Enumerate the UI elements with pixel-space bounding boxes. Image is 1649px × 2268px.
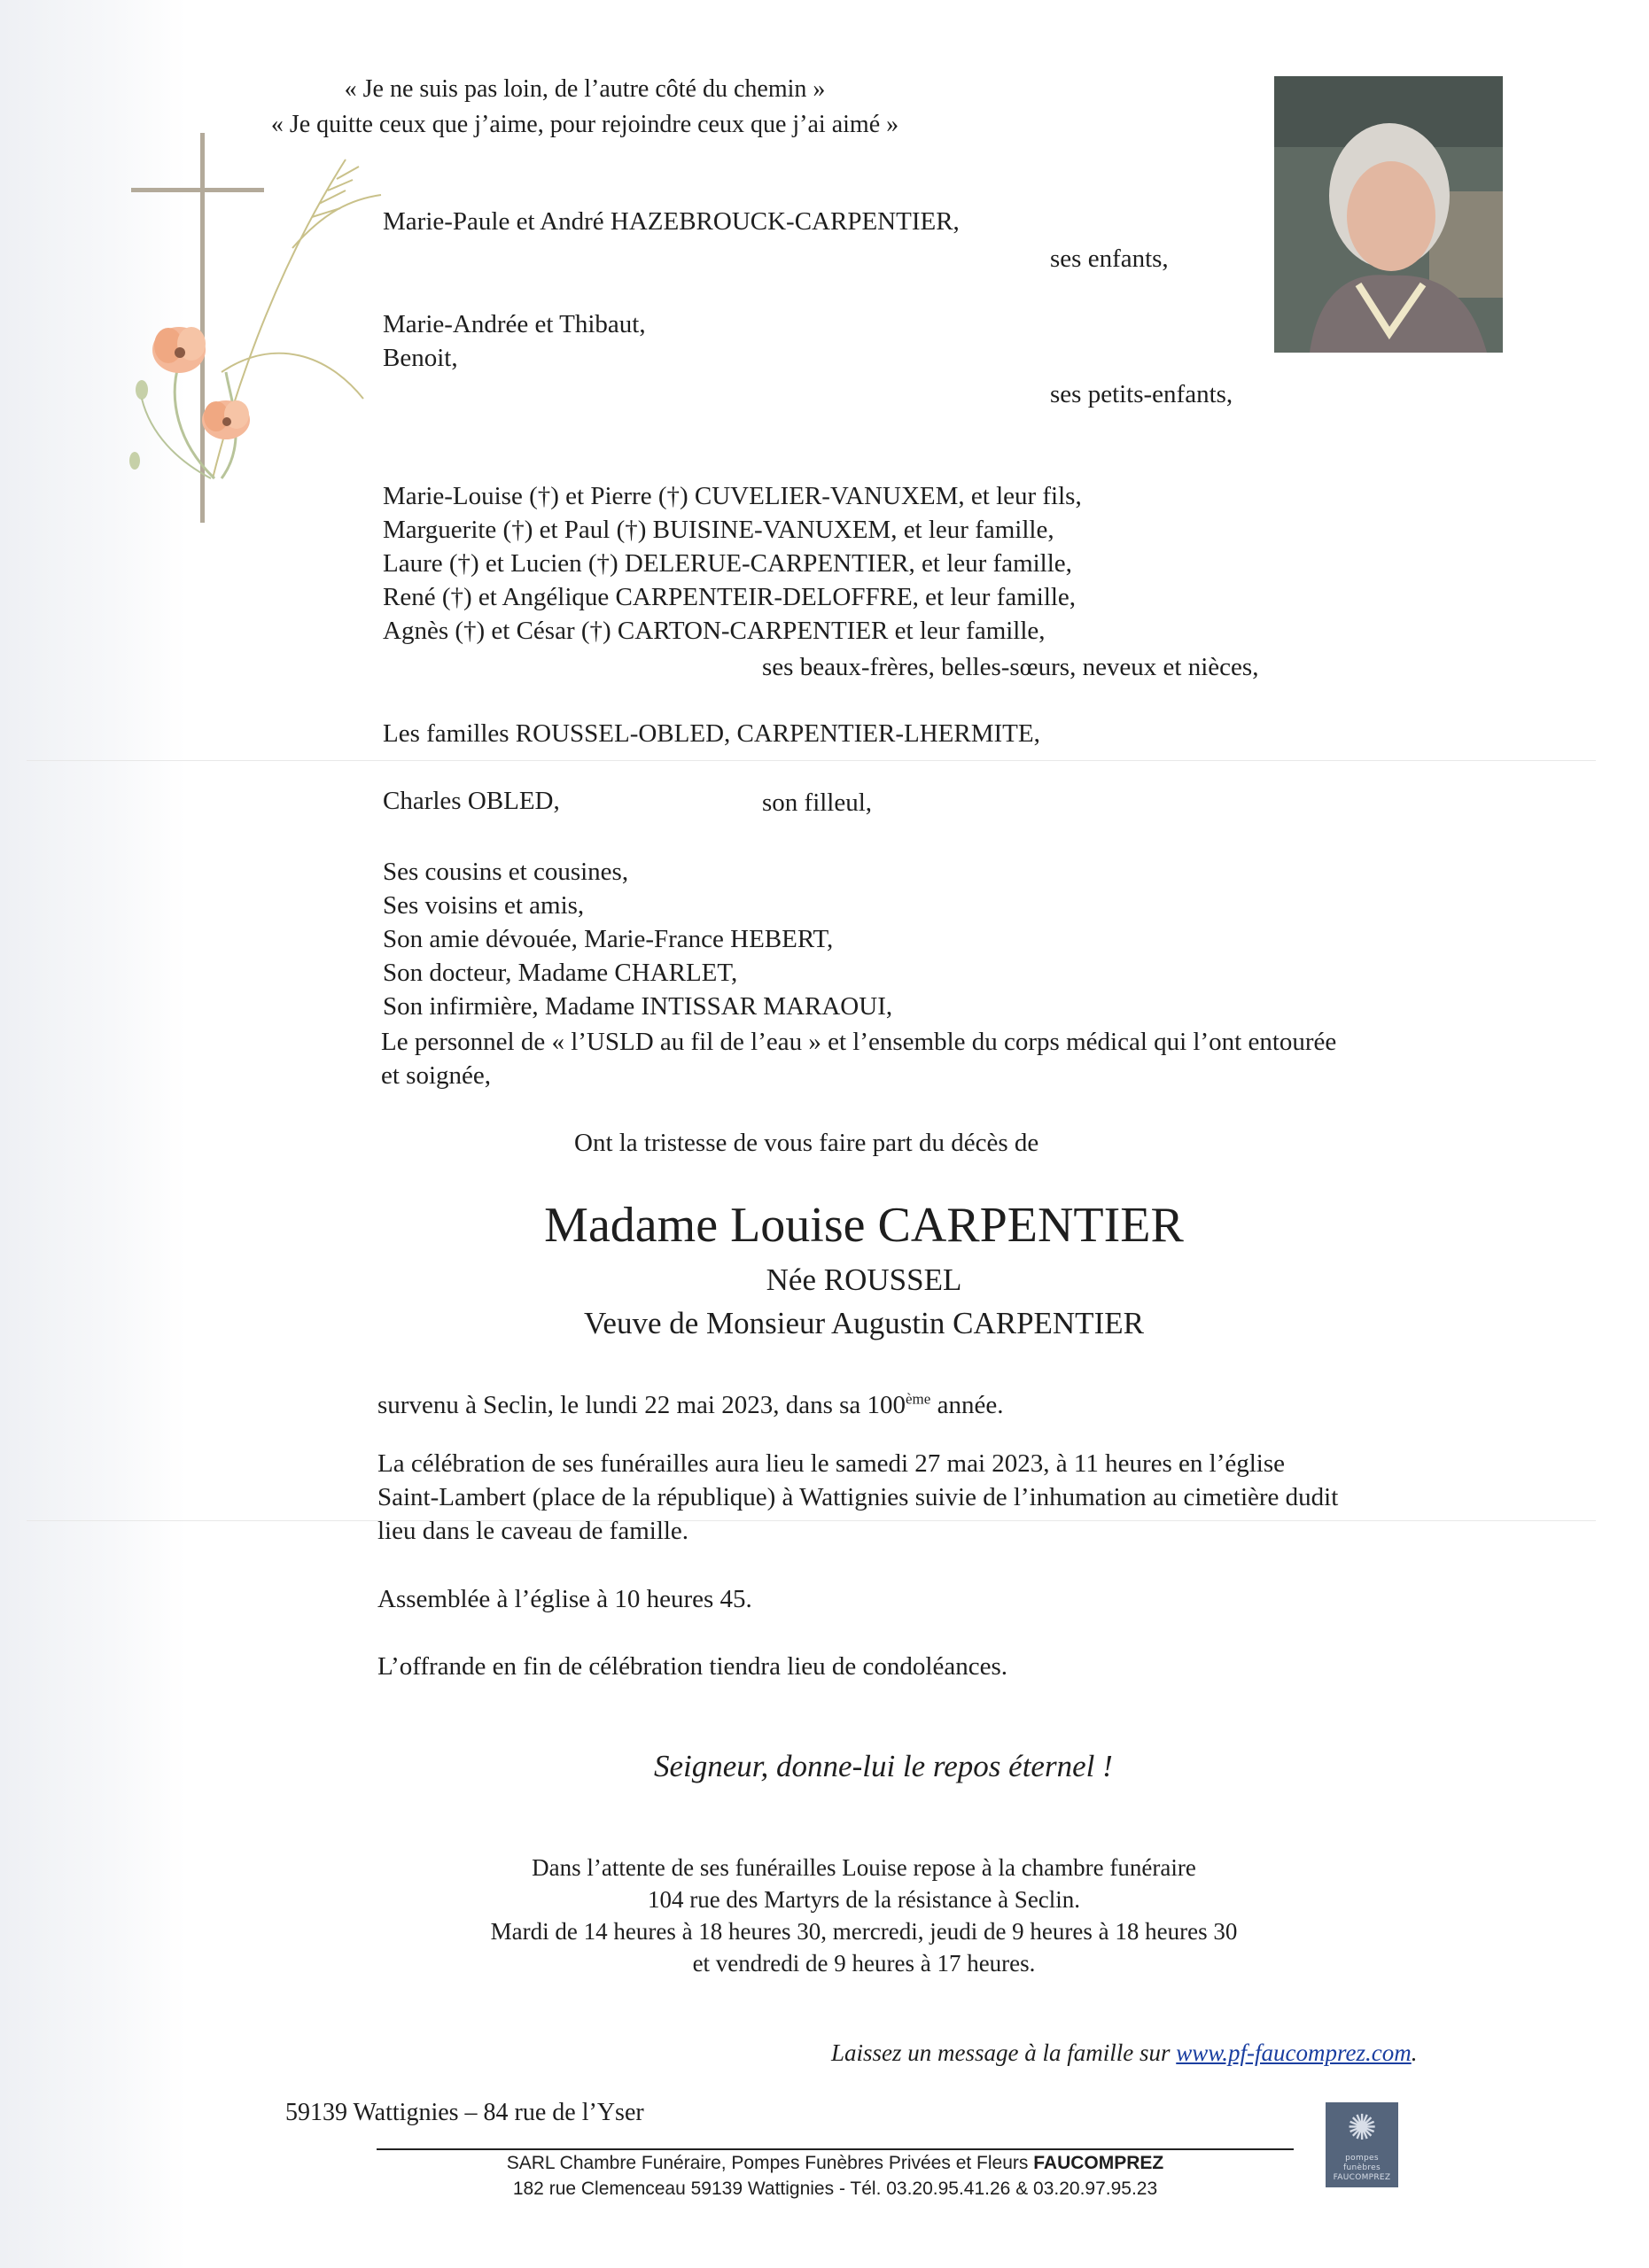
poppy-icon [129,327,250,478]
children-names: Marie-Paule et André HAZEBROUCK-CARPENTIER, [383,207,960,236]
mourner-line: Ses voisins et amis, [383,891,585,920]
quote-line: « Je quitte ceux que j’aime, pour rejoindre ceux que j’ai aimé » [270,111,899,138]
in-law-line: Marguerite (†) et Paul (†) BUISINE-VANUXEM, et leur famille, [383,516,1054,544]
portrait-photo [1274,76,1503,353]
death-details: survenu à Seclin, le lundi 22 mai 2023, dans sa 100ème année. [377,1390,1004,1419]
message-line: Laissez un message à la famille sur www.pf-faucomprez.com. [831,2039,1418,2066]
mourner-line: Son docteur, Madame CHARLET, [383,959,738,987]
mourner-line: Son infirmière, Madame INTISSAR MARAOUI, [383,992,893,1021]
flower-icon: ✺ [1347,2108,1377,2148]
grandchildren-role: ses petits-enfants, [1050,380,1233,408]
deceased-name: Madame Louise CARPENTIER [544,1198,1184,1253]
resting-line: Mardi de 14 heures à 18 heures 30, mercredi, jeudi de 9 heures à 18 heures 30 [490,1918,1238,1945]
mourner-line: Le personnel de « l’USLD au fil de l’eau » et l’ensemble du corps médical qui l’ont entourée [381,1028,1337,1056]
footer-contact: 182 rue Clemenceau 59139 Wattignies - Tél. 03.20.95.41.26 & 03.20.97.95.23 [512,2179,1158,2199]
cross-icon [131,133,264,523]
resting-line: et vendredi de 9 heures à 17 heures. [692,1950,1036,1977]
maiden-name: Née ROUSSEL [766,1262,962,1297]
mourner-line: Ses cousins et cousines, [383,858,629,886]
faucomprez-logo: ✺ pompes funèbres FAUCOMPREZ [1326,2102,1398,2187]
footer-company: SARL Chambre Funéraire, Pompes Funèbres Privées et Fleurs FAUCOMPREZ [506,2153,1164,2173]
godson-name: Charles OBLED, [383,787,560,815]
website-link[interactable]: www.pf-faucomprez.com [1176,2039,1412,2066]
announcement-line: Ont la tristesse de vous faire part du décès de [574,1129,1039,1157]
ceremony-line: Saint-Lambert (place de la république) à Wattignies suivie de l’inhumation au cimetière dudit [377,1483,1339,1511]
resting-line: Dans l’attente de ses funérailles Louise repose à la chambre funéraire [532,1854,1196,1881]
families-line: Les familles ROUSSEL-OBLED, CARPENTIER-LHERMITE, [383,719,1040,748]
ceremony-line: lieu dans le caveau de famille. [377,1517,689,1545]
children-role: ses enfants, [1050,245,1169,273]
ceremony-line: La célébration de ses funérailles aura lieu le samedi 27 mai 2023, à 11 heures en l’église [377,1449,1286,1478]
godson-role: son filleul, [762,788,873,817]
address-line: 59139 Wattignies – 84 rue de l’Yser [285,2099,644,2126]
quote-line: « Je ne suis pas loin, de l’autre côté du chemin » [344,75,826,103]
offering-line: L’offrande en fin de célébration tiendra lieu de condoléances. [377,1652,1007,1681]
resting-line: 104 rue des Martyrs de la résistance à Seclin. [647,1886,1081,1913]
mourner-line: Son amie dévouée, Marie-France HEBERT, [383,925,834,953]
fold-line [27,760,1596,761]
in-law-line: Agnès (†) et César (†) CARTON-CARPENTIER et leur famille, [383,617,1046,645]
prayer-line: Seigneur, donne-lui le repos éternel ! [654,1749,1113,1783]
in-law-line: Laure (†) et Lucien (†) DELERUE-CARPENTIER, et leur famille, [383,549,1072,578]
cross-poppy-decoration [115,106,416,523]
in-law-line: René (†) et Angélique CARPENTEIR-DELOFFRE, et leur famille, [383,583,1077,611]
footer-divider [377,2148,1294,2150]
fold-line [27,1520,1596,1521]
mourner-line: et soignée, [381,1061,492,1090]
assembly-line: Assemblée à l’église à 10 heures 45. [377,1585,752,1613]
grandchildren-name: Marie-Andrée et Thibaut, [383,310,646,338]
in-law-line: Marie-Louise (†) et Pierre (†) CUVELIER-VANUXEM, et leur fils, [383,482,1082,510]
grandchildren-name: Benoit, [383,344,458,372]
widow-of: Veuve de Monsieur Augustin CARPENTIER [584,1306,1144,1340]
in-laws-role: ses beaux-frères, belles-sœurs, neveux et nièces, [762,653,1259,681]
